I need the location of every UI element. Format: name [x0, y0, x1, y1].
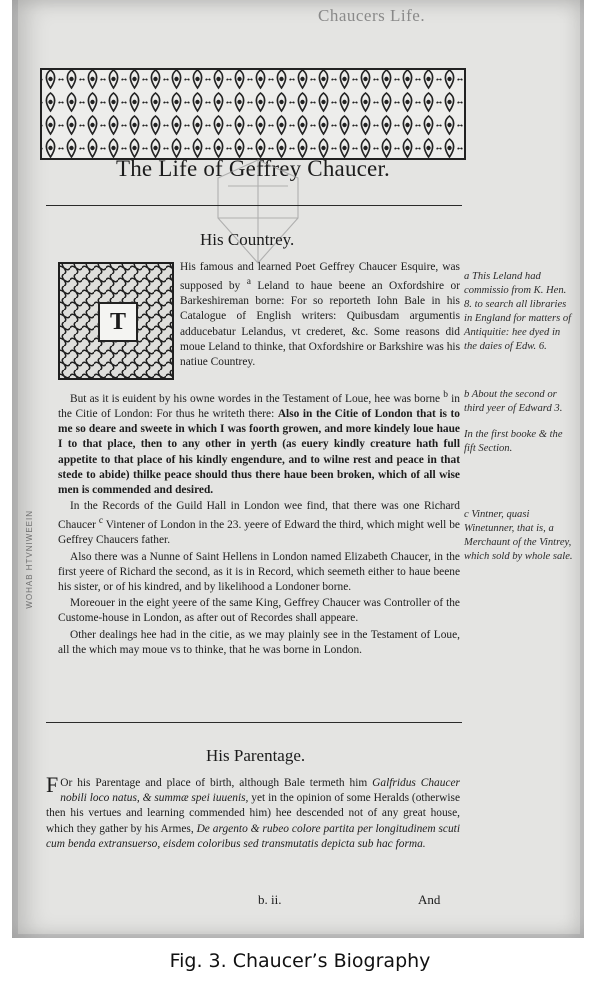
- title-rule: [46, 205, 462, 206]
- main-text-column: [58, 388, 460, 659]
- parentage-initial: F: [46, 772, 59, 797]
- headpiece-ornament: [40, 68, 466, 160]
- decorated-initial: [58, 262, 174, 380]
- side-note-column: [464, 270, 574, 576]
- text-span: Vintener of London in the 23. yeere of Edward the third, which might well be Geffrey Chaucers father.: [58, 519, 460, 547]
- parentage-paragraph: [46, 772, 460, 853]
- blackletter-quote: Also in the Citie of London that is to me so deare and sweete in which I was foorth growen, and more kindely loue haue I to that place, then to any other in yerth (as euery kindly creature hath full appetite to that place of his kindly engendure, and to wilne rest and peace in that stede to abide) thilke peace should thus there haue been broken, which of all wise men is commended and desired.: [58, 408, 460, 497]
- latin-phrase-2: De argento & rubeo colore partita per longitudinem scuti cum benda extransuerso, eisdem coloribus sed transmutatis depicta sub hac forma.: [46, 822, 460, 850]
- text-span: Or his Parentage and place of birth, although Bale termeth him: [60, 777, 373, 789]
- paper-sheet: [18, 0, 580, 934]
- text-span: yet in the opinion of some Heralds (otherwise then his vertues and learning commended him) hee descended not of any great house, which they gather by his Armes,: [46, 792, 460, 835]
- section-heading-countrey: His Countrey.: [200, 230, 295, 249]
- note-ref-b: b: [443, 390, 448, 400]
- signature-mark: b. ii.: [258, 892, 282, 907]
- gutter-text: WOHAB HTVNIWEEIN: [25, 510, 34, 609]
- note-ref-c: c: [98, 516, 104, 527]
- text-span: But as it is euident by his owne wordes in the Testament of Loue, hee was borne: [70, 392, 444, 405]
- stamp-watermark: [198, 158, 318, 268]
- paragraph-nunne: Also there was a Nunne of Saint Hellens in London named Elizabeth Chaucer, in the first yeere of Richard the second, as it is in Record, which seemeth either to haue beene his sister, or of his kindred, and by likelihood a Londoner borne.: [58, 550, 460, 594]
- gutter-stamp: [25, 510, 41, 710]
- side-note-c: c Vintner, quasi Winetunner, that is, a Merchaunt of the Vintrey, which sold by whole sale.: [464, 509, 573, 562]
- text-span: In the Records of the Guild Hall in London wee find, that there was one Richard Chaucer: [58, 500, 460, 532]
- side-note-a: a This Leland had commissio from K. Hen. 8. to search all libraries in England for matters of Antiquitie: hee dyed in the daies of Edw. 6.: [464, 271, 572, 352]
- intro-text: His famous and learned Poet Geffrey Chaucer Esquire, was supposed by: [180, 261, 460, 292]
- paragraph-controller: Moreouer in the eight yeere of the same King, Geffrey Chaucer was Controller of the Custome-house in London, as after out of Recordes shall appeare.: [58, 597, 460, 625]
- note-ref-a: a: [246, 277, 251, 288]
- running-head: Chaucers Life.: [318, 6, 426, 25]
- side-note-b1: b About the second or third yeer of Edward 3.: [464, 389, 563, 414]
- page-title: The Life of Geffrey Chaucer.: [115, 156, 391, 181]
- section-rule: [46, 722, 462, 723]
- section-heading-parentage: His Parentage.: [206, 746, 306, 765]
- side-note-b2: In the first booke & the fift Section.: [464, 429, 563, 454]
- intro-paragraph: [180, 260, 460, 371]
- figure-caption: Fig. 3. Chaucer’s Biography: [169, 950, 431, 972]
- text-span: in the Citie of London: For thus he writeth there:: [58, 392, 460, 420]
- paragraph-dealings: Other dealings hee had in the citie, as we may plainly see in the Testament of Loue, all the which may moue vs to thinke, that he was borne in London.: [58, 628, 460, 656]
- latin-phrase-1: Galfridus Chaucer nobili loco natus, & summæ spei iuuenis,: [60, 777, 460, 805]
- catchword: And: [418, 892, 441, 907]
- paragraph-records: [58, 499, 460, 548]
- intro-text-rest: Leland to haue beene an Oxfordshire or Barkeshireman borne: For so reporteth Iohn Bale in his Catalogue of English writers: Quibusdam argumentis adducebatur Lelandus, vt crederet, &c. Some reasons did moue Leland to thinke, that Oxfordshire or Barkshire was his natiue Countrey.: [180, 280, 460, 369]
- initial-letter: T: [98, 302, 138, 342]
- paragraph-birth: [58, 388, 460, 498]
- scanned-page: [12, 0, 584, 938]
